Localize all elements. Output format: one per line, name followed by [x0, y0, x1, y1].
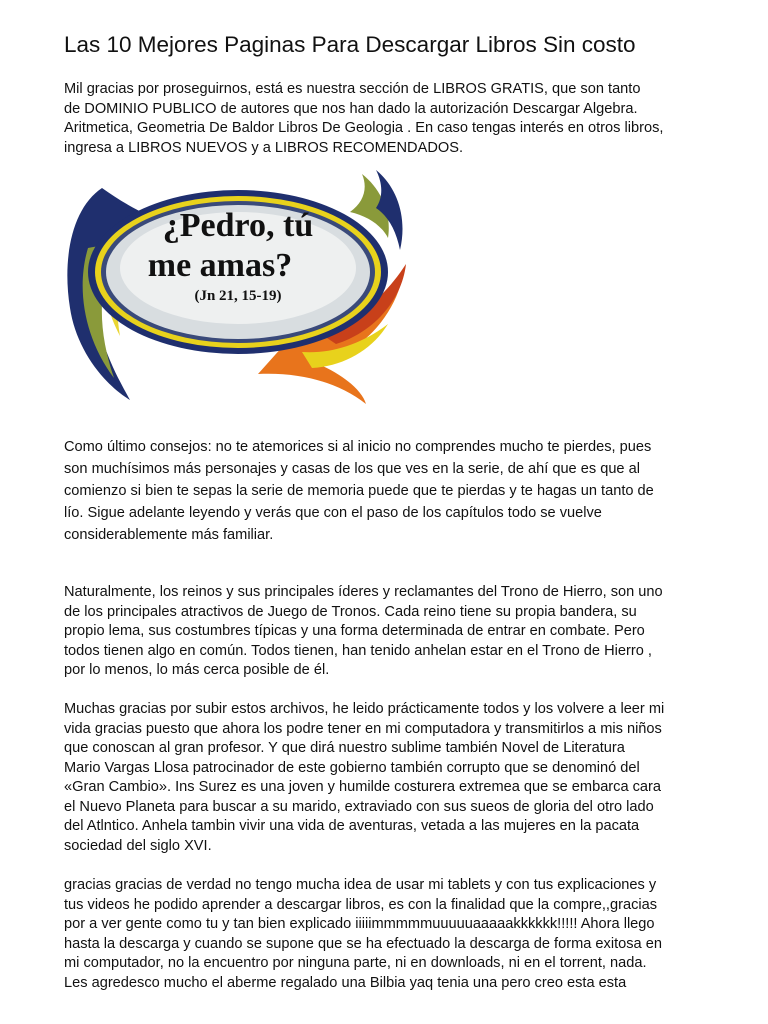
top-right-flame-accent-shape [376, 170, 403, 250]
paragraph-tablets [64, 876, 714, 993]
paragraph-line: «Gran Cambio». Ins Surez es una joven y humilde costurera extremea que se embarca cara [64, 779, 662, 795]
emblem-reference: (Jn 21, 15-19) [194, 288, 282, 304]
emblem-line-2: me amas? [147, 247, 293, 284]
paragraph-line: Mil gracias por proseguirnos, está es nuestra sección de LIBROS GRATIS, que son tanto [64, 81, 641, 97]
paragraph-line: que conoscan al gran profesor. Y que dirá nuestro sublime también Novel de Literatura [64, 740, 625, 756]
paragraph-consejos [64, 436, 714, 546]
paragraph-line: propio lema, sus costumbres típicas y una forma determinada de entrar en combate. Pero [64, 623, 645, 639]
paragraph-line: comienzo si bien te sepas la serie de memoria puede que te pierdas y te hagas un tanto de [64, 483, 654, 499]
paragraph-intro [64, 80, 714, 158]
paragraph-line: por a ver gente como tu y tan bien explicado iiiiimmmmmuuuuuaaaaakkkkkk!!!!! Ahora llego [64, 916, 655, 932]
paragraph-line: ingresa a LIBROS NUEVOS y a LIBROS RECOMENDADOS. [64, 139, 464, 156]
paragraph-line: mi computador, no la encuentro por ninguna parte, ni en downloads, ni en el torrent, nada. [64, 955, 647, 971]
paragraph-line: considerablemente más familiar. [64, 527, 274, 543]
paragraph-line: todos tienen algo en común. Todos tienen, han tenido anhelan estar en el Trono de Hierro , [64, 642, 652, 659]
emblem-line-1: ¿Pedro, tú [162, 207, 314, 244]
paragraph-line: tus videos he podido aprender a descargar libros, es con la finalidad que la compre,,gracias [64, 896, 658, 913]
page-title: Las 10 Mejores Paginas Para Descargar Libros Sin costo [64, 32, 636, 57]
paragraph-line: lío. Sigue adelante leyendo y verás que con el paso de los capítulos todo se vuelve [64, 505, 602, 521]
paragraph-line: el Nuevo Planeta para buscar a su marido, extraviado con sus sueos de gloria del otro lado [64, 798, 654, 815]
paragraph-line: de DOMINIO PUBLICO de autores que nos han dado la autorización Descargar Algebra. [64, 100, 638, 117]
paragraph-line: son muchísimos más personajes y casas de los que ves en la serie, de ahí que es que al [64, 461, 640, 477]
paragraph-line: vida gracias puesto que ahora los podre tener en mi computadora y transmitirlos a mis niños [64, 720, 662, 737]
pedro-emblem-image [62, 168, 418, 404]
paragraph-line: gracias gracias de verdad no tengo mucha idea de usar mi tablets y con tus explicaciones y [64, 877, 657, 893]
paragraph-line: Les agredesco mucho el aberme regalado una Bilbia yaq tenia una pero creo esta esta [64, 974, 627, 991]
paragraph-line: hasta la descarga y cuando se supone que se ha efectuado la descarga de forma exitosa en [64, 935, 662, 952]
paragraph-line: Muchas gracias por subir estos archivos, he leido prácticamente todos y los volvere a leer mi [64, 701, 665, 717]
paragraph-line: Aritmetica, Geometria De Baldor Libros De Geologia . En caso tengas interés en otros libros, [64, 120, 664, 136]
paragraph-gracias-archivos [64, 700, 714, 856]
paragraph-line: de los principales atractivos de Juego de Tronos. Cada reino tiene su propia bandera, su [64, 603, 637, 620]
paragraph-line: Mario Vargas Llosa patrocinador de este gobierno también corrupto que se denominó del [64, 759, 640, 776]
paragraph-line: por lo menos, lo más cerca posible de él. [64, 662, 330, 678]
paragraph-line: del Atlntico. Anhela tambin vivir una vida de aventuras, vetada a las mujeres en la pacata [64, 818, 640, 834]
paragraph-line: sociedad del siglo XVI. [64, 837, 212, 854]
paragraph-line: Naturalmente, los reinos y sus principales íderes y reclamantes del Trono de Hierro, son uno [64, 584, 663, 600]
paragraph-line: Como último consejos: no te atemorices si al inicio no comprendes mucho te pierdes, pues [64, 439, 652, 455]
paragraph-reinos [64, 583, 714, 681]
